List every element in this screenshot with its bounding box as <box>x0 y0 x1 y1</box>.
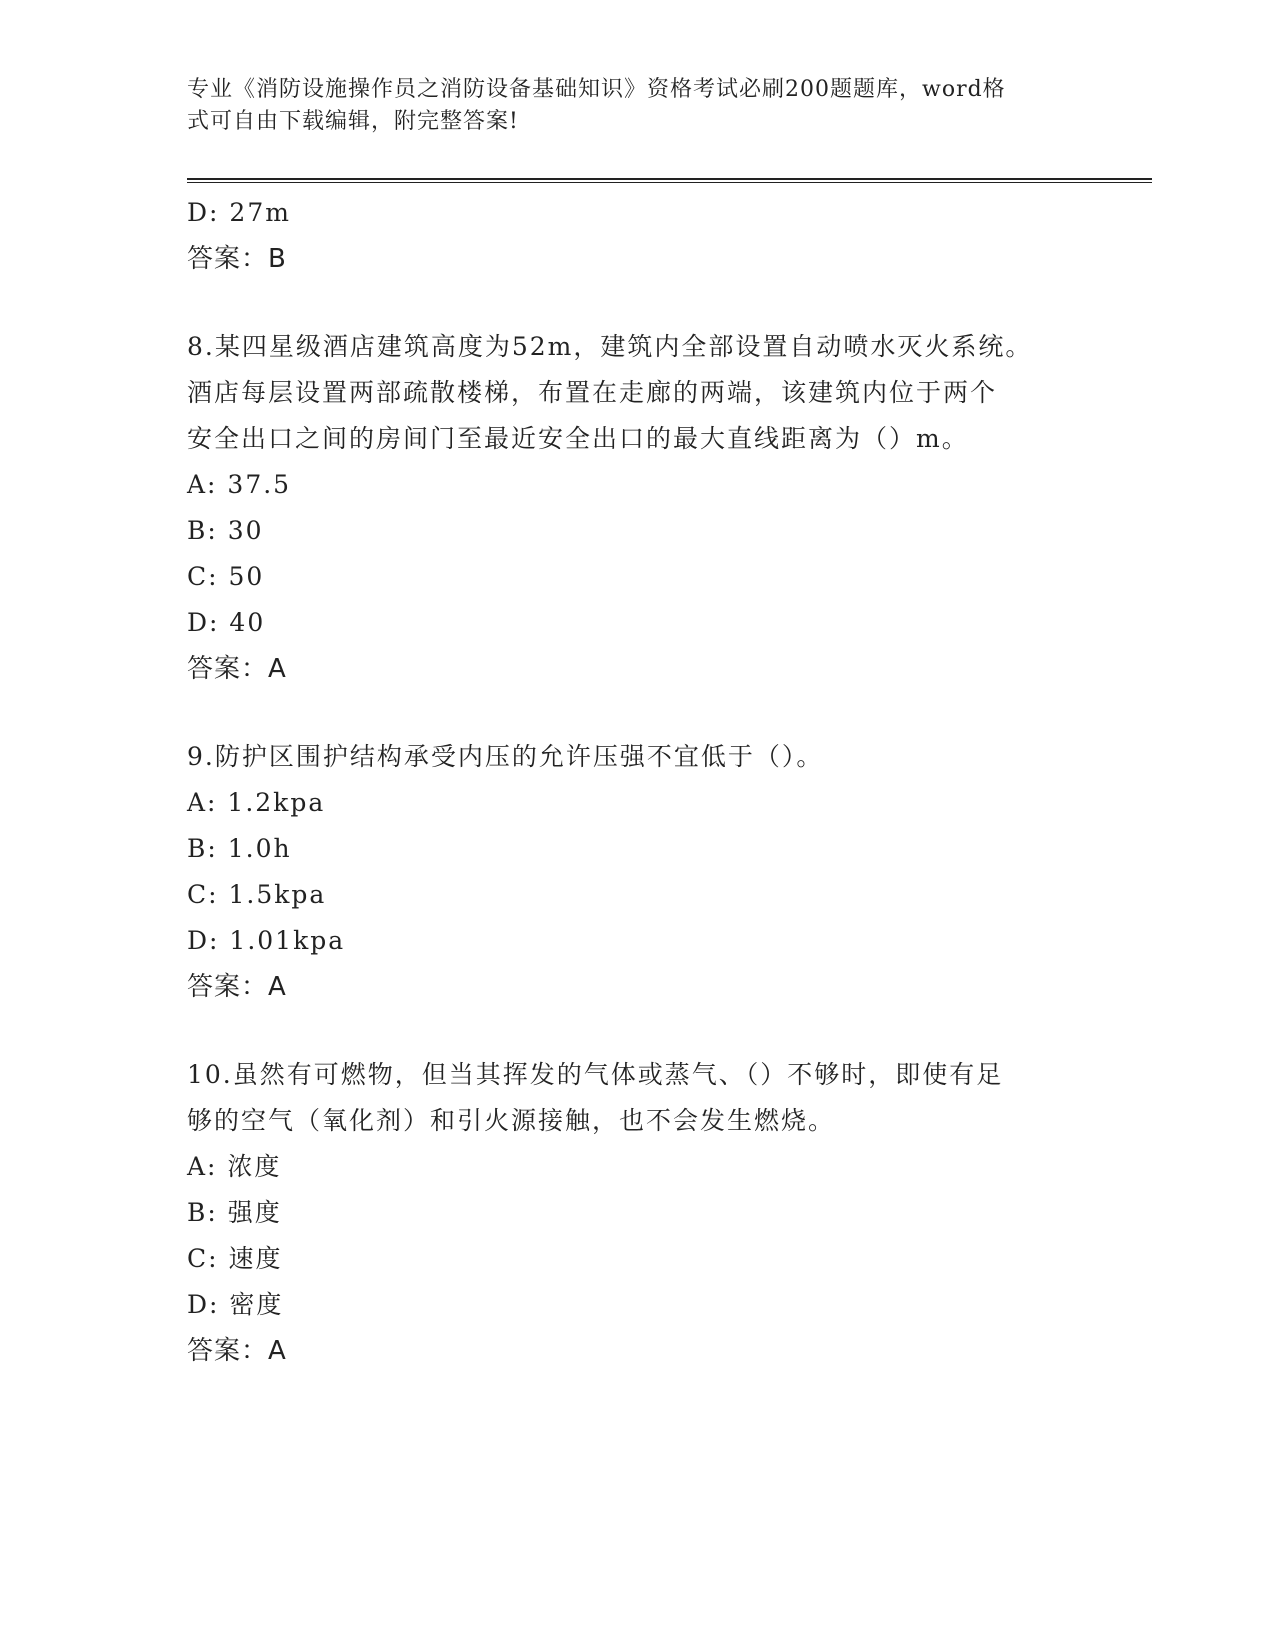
question-9 <box>187 734 1087 1010</box>
question-10 <box>187 1052 1087 1374</box>
question-8-option-c: C: 50 <box>187 562 265 591</box>
question-8-stem-line-2: 酒店每层设置两部疏散楼梯，布置在走廊的两端，该建筑内位于两个 <box>187 378 998 407</box>
question-9-option-b: B: 1.0h <box>187 834 292 863</box>
header-line-1: 专业《消防设施操作员之消防设备基础知识》资格考试必刷200题题库，word格 <box>187 77 1006 102</box>
question-9-stem-line-1: 9.防护区围护结构承受内压的允许压强不宜低于（）。 <box>187 742 824 771</box>
question-10-answer: 答案：A <box>187 1336 287 1366</box>
question-8-option-d: D: 40 <box>187 608 266 637</box>
question-10-option-c: C: 速度 <box>187 1244 283 1273</box>
question-8-stem-line-3: 安全出口之间的房间门至最近安全出口的最大直线距离为（）m。 <box>187 424 969 453</box>
question-8 <box>187 324 1087 692</box>
question-9-option-c: C: 1.5kpa <box>187 880 327 909</box>
previous-answer: 答案：B <box>187 244 287 274</box>
header-line-2: 式可自由下载编辑，附完整答案! <box>187 109 519 134</box>
question-10-stem-line-1: 10.虽然有可燃物，但当其挥发的气体或蒸气、（）不够时，即使有足 <box>187 1060 1004 1089</box>
question-9-option-d: D: 1.01kpa <box>187 926 346 955</box>
question-8-answer: 答案：A <box>187 654 287 684</box>
question-10-option-a: A: 浓度 <box>187 1152 282 1181</box>
question-8-option-b: B: 30 <box>187 516 264 545</box>
question-10-option-d: D: 密度 <box>187 1290 284 1319</box>
document-body <box>187 190 1087 1374</box>
question-8-stem-line-1: 8.某四星级酒店建筑高度为52m，建筑内全部设置自动喷水灭火系统。 <box>187 332 1033 361</box>
question-10-stem-line-2: 够的空气（氧化剂）和引火源接触，也不会发生燃烧。 <box>187 1106 836 1135</box>
question-9-option-a: A: 1.2kpa <box>187 788 326 817</box>
question-9-answer: 答案：A <box>187 972 287 1002</box>
question-10-option-b: B: 强度 <box>187 1198 282 1227</box>
header-divider <box>187 178 1152 183</box>
question-8-option-a: A: 37.5 <box>187 470 292 499</box>
page-header <box>187 74 1067 138</box>
previous-option-d: D: 27m <box>187 198 291 227</box>
